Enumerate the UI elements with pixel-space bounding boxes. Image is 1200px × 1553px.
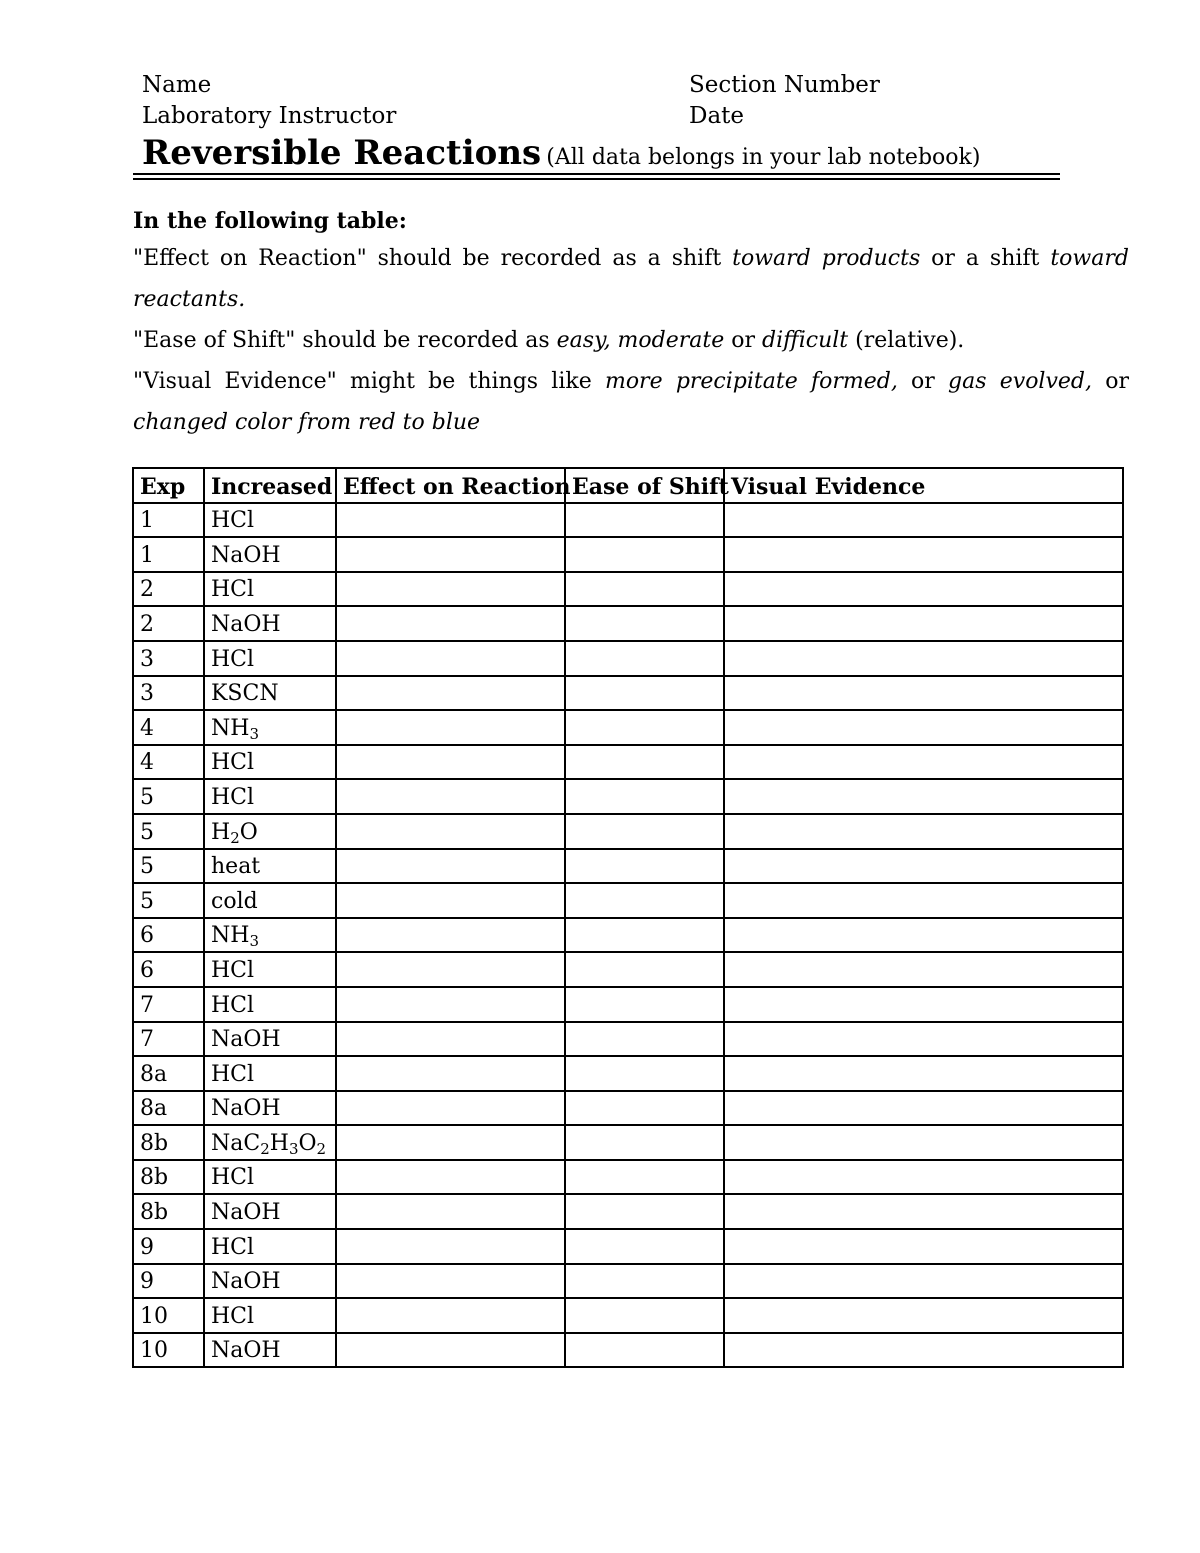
- section-number-label: Section Number: [689, 72, 880, 98]
- instructions: [133, 204, 1129, 443]
- instruction-ease: "Ease of Shift" should be recorded as easy, moderate or difficult (relative).: [133, 328, 965, 353]
- cell-visual[interactable]: [724, 503, 1123, 538]
- cell-exp: 9: [133, 1264, 204, 1299]
- cell-exp: 7: [133, 1022, 204, 1057]
- cell-effect[interactable]: [336, 1298, 565, 1333]
- cell-visual[interactable]: [724, 641, 1123, 676]
- cell-effect[interactable]: [336, 883, 565, 918]
- cell-ease[interactable]: [565, 745, 724, 780]
- cell-effect[interactable]: [336, 606, 565, 641]
- instructions-heading: In the following table:: [133, 208, 407, 234]
- table-row: [133, 849, 1123, 884]
- cell-effect[interactable]: [336, 1333, 565, 1368]
- cell-effect[interactable]: [336, 1264, 565, 1299]
- table-row: [133, 779, 1123, 814]
- cell-increased: HCl: [204, 779, 336, 814]
- cell-ease[interactable]: [565, 710, 724, 745]
- cell-ease[interactable]: [565, 1091, 724, 1126]
- cell-visual[interactable]: [724, 572, 1123, 607]
- cell-exp: 10: [133, 1298, 204, 1333]
- table-row: [133, 710, 1123, 745]
- cell-increased: heat: [204, 849, 336, 884]
- cell-ease[interactable]: [565, 779, 724, 814]
- cell-ease[interactable]: [565, 1194, 724, 1229]
- cell-visual[interactable]: [724, 606, 1123, 641]
- cell-exp: 5: [133, 814, 204, 849]
- cell-visual[interactable]: [724, 676, 1123, 711]
- table-header-row: [133, 468, 1123, 503]
- name-label: Name: [142, 72, 212, 98]
- cell-ease[interactable]: [565, 1229, 724, 1264]
- title-rule-top: [133, 173, 1060, 175]
- cell-exp: 10: [133, 1333, 204, 1368]
- cell-ease[interactable]: [565, 1264, 724, 1299]
- cell-increased: HCl: [204, 1229, 336, 1264]
- cell-exp: 2: [133, 606, 204, 641]
- cell-exp: 5: [133, 849, 204, 884]
- cell-visual[interactable]: [724, 1194, 1123, 1229]
- cell-visual[interactable]: [724, 1160, 1123, 1195]
- cell-visual[interactable]: [724, 1125, 1123, 1160]
- table-row: [133, 987, 1123, 1022]
- cell-ease[interactable]: [565, 987, 724, 1022]
- col-header-increased: Increased: [204, 468, 336, 503]
- cell-effect[interactable]: [336, 952, 565, 987]
- cell-increased: $NH_3$: [204, 918, 336, 953]
- cell-effect[interactable]: [336, 745, 565, 780]
- cell-increased: NaOH: [204, 1022, 336, 1057]
- cell-ease[interactable]: [565, 1056, 724, 1091]
- cell-exp: 6: [133, 918, 204, 953]
- title-subtitle: (All data belongs in your lab notebook): [546, 145, 981, 170]
- table-row: [133, 1264, 1123, 1299]
- table-row: [133, 1194, 1123, 1229]
- cell-exp: 8a: [133, 1091, 204, 1126]
- cell-visual[interactable]: [724, 1264, 1123, 1299]
- instruction-effect: "Effect on Reaction" should be recorded as a shift toward products or a shift toward reactants.: [133, 246, 1129, 312]
- cell-increased: $H_2O$: [204, 814, 336, 849]
- table-row: [133, 745, 1123, 780]
- cell-effect[interactable]: [336, 918, 565, 953]
- cell-visual[interactable]: [724, 814, 1123, 849]
- cell-ease[interactable]: [565, 503, 724, 538]
- table-row: [133, 883, 1123, 918]
- cell-increased: NaOH: [204, 606, 336, 641]
- cell-increased: $NH_3$: [204, 710, 336, 745]
- cell-exp: 5: [133, 883, 204, 918]
- cell-effect[interactable]: [336, 1229, 565, 1264]
- table-row: [133, 641, 1123, 676]
- cell-effect[interactable]: [336, 641, 565, 676]
- cell-increased: cold: [204, 883, 336, 918]
- cell-ease[interactable]: [565, 1333, 724, 1368]
- cell-exp: 8b: [133, 1160, 204, 1195]
- cell-increased: HCl: [204, 572, 336, 607]
- laboratory-instructor-label: Laboratory Instructor: [142, 103, 397, 129]
- cell-increased: HCl: [204, 1056, 336, 1091]
- cell-ease[interactable]: [565, 606, 724, 641]
- table-row: [133, 952, 1123, 987]
- col-header-visual: Visual Evidence: [724, 468, 1123, 503]
- cell-ease[interactable]: [565, 849, 724, 884]
- date-label: Date: [689, 103, 745, 129]
- cell-increased: HCl: [204, 503, 336, 538]
- cell-ease[interactable]: [565, 1125, 724, 1160]
- cell-visual[interactable]: [724, 710, 1123, 745]
- cell-visual[interactable]: [724, 918, 1123, 953]
- cell-effect[interactable]: [336, 1056, 565, 1091]
- table-row: [133, 918, 1123, 953]
- cell-exp: 8b: [133, 1194, 204, 1229]
- cell-ease[interactable]: [565, 537, 724, 572]
- cell-effect[interactable]: [336, 1160, 565, 1195]
- cell-effect[interactable]: [336, 849, 565, 884]
- cell-visual[interactable]: [724, 1298, 1123, 1333]
- cell-visual[interactable]: [724, 883, 1123, 918]
- cell-ease[interactable]: [565, 641, 724, 676]
- cell-increased: HCl: [204, 987, 336, 1022]
- cell-exp: 5: [133, 779, 204, 814]
- cell-effect[interactable]: [336, 537, 565, 572]
- page-title: [142, 133, 980, 173]
- cell-exp: 4: [133, 710, 204, 745]
- table-row: [133, 1091, 1123, 1126]
- cell-exp: 2: [133, 572, 204, 607]
- cell-increased: NaOH: [204, 537, 336, 572]
- cell-exp: 9: [133, 1229, 204, 1264]
- cell-increased: NaOH: [204, 1091, 336, 1126]
- data-table: [132, 467, 1124, 1368]
- cell-visual[interactable]: [724, 849, 1123, 884]
- title-main: Reversible Reactions: [142, 133, 542, 173]
- table-row: [133, 606, 1123, 641]
- cell-effect[interactable]: [336, 1022, 565, 1057]
- cell-increased: HCl: [204, 952, 336, 987]
- cell-visual[interactable]: [724, 1333, 1123, 1368]
- cell-effect[interactable]: [336, 503, 565, 538]
- cell-increased: NaOH: [204, 1264, 336, 1299]
- cell-visual[interactable]: [724, 1091, 1123, 1126]
- cell-visual[interactable]: [724, 1022, 1123, 1057]
- cell-exp: 1: [133, 503, 204, 538]
- table-row: [133, 1022, 1123, 1057]
- table-row: [133, 1298, 1123, 1333]
- cell-exp: 1: [133, 537, 204, 572]
- cell-ease[interactable]: [565, 1298, 724, 1333]
- cell-visual[interactable]: [724, 987, 1123, 1022]
- cell-ease[interactable]: [565, 572, 724, 607]
- cell-ease[interactable]: [565, 1160, 724, 1195]
- col-header-effect: Effect on Reaction: [336, 468, 565, 503]
- title-rule-bottom: [133, 178, 1060, 180]
- cell-effect[interactable]: [336, 814, 565, 849]
- cell-ease[interactable]: [565, 883, 724, 918]
- cell-increased: HCl: [204, 1298, 336, 1333]
- table-row: [133, 1160, 1123, 1195]
- cell-visual[interactable]: [724, 1056, 1123, 1091]
- col-header-exp: Exp: [133, 468, 204, 503]
- cell-visual[interactable]: [724, 1229, 1123, 1264]
- cell-visual[interactable]: [724, 745, 1123, 780]
- cell-ease[interactable]: [565, 676, 724, 711]
- cell-increased: HCl: [204, 641, 336, 676]
- cell-effect[interactable]: [336, 676, 565, 711]
- cell-ease[interactable]: [565, 814, 724, 849]
- cell-increased: NaOH: [204, 1333, 336, 1368]
- table-row: [133, 572, 1123, 607]
- col-header-ease: Ease of Shift: [565, 468, 724, 503]
- cell-increased: HCl: [204, 745, 336, 780]
- cell-visual[interactable]: [724, 779, 1123, 814]
- cell-exp: 3: [133, 676, 204, 711]
- table-row: [133, 814, 1123, 849]
- instruction-visual: "Visual Evidence" might be things like more precipitate formed, or gas evolved, or changed color from red to blue: [133, 369, 1129, 435]
- table-row: [133, 1333, 1123, 1368]
- cell-increased: HCl: [204, 1160, 336, 1195]
- cell-ease[interactable]: [565, 918, 724, 953]
- cell-ease[interactable]: [565, 1022, 724, 1057]
- table-row: [133, 1125, 1123, 1160]
- cell-increased: NaOH: [204, 1194, 336, 1229]
- table-row: [133, 537, 1123, 572]
- cell-effect[interactable]: [336, 1125, 565, 1160]
- cell-effect[interactable]: [336, 572, 565, 607]
- cell-effect[interactable]: [336, 1194, 565, 1229]
- cell-effect[interactable]: [336, 987, 565, 1022]
- cell-effect[interactable]: [336, 1091, 565, 1126]
- cell-visual[interactable]: [724, 537, 1123, 572]
- table-row: [133, 1056, 1123, 1091]
- cell-exp: 8a: [133, 1056, 204, 1091]
- cell-exp: 4: [133, 745, 204, 780]
- cell-ease[interactable]: [565, 952, 724, 987]
- cell-effect[interactable]: [336, 779, 565, 814]
- cell-visual[interactable]: [724, 952, 1123, 987]
- cell-increased: $NaC_2H_3O_2$: [204, 1125, 336, 1160]
- cell-effect[interactable]: [336, 710, 565, 745]
- table-row: [133, 503, 1123, 538]
- cell-increased: KSCN: [204, 676, 336, 711]
- cell-exp: 8b: [133, 1125, 204, 1160]
- cell-exp: 7: [133, 987, 204, 1022]
- cell-exp: 6: [133, 952, 204, 987]
- table-row: [133, 1229, 1123, 1264]
- cell-exp: 3: [133, 641, 204, 676]
- table-row: [133, 676, 1123, 711]
